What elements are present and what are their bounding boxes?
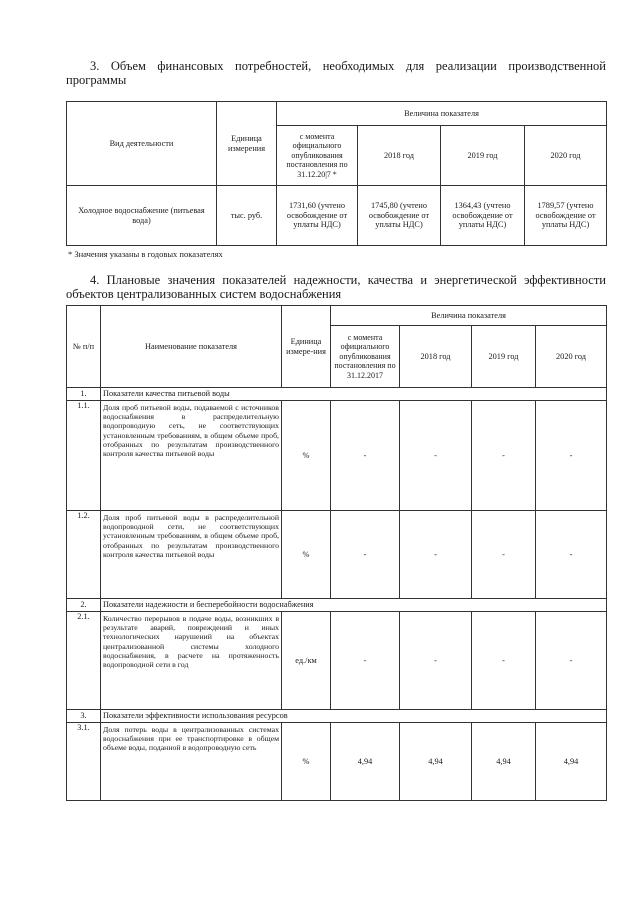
group-row [67,599,607,612]
row-num: 1.1. [67,401,101,511]
col-from-pub-header: с момента официального опубликования постановления по 31.12.20|7 * [277,126,358,186]
col-unit-header: Единица измерения [217,102,277,186]
unit-cell: тыс. руб. [217,186,277,246]
value-2018-cell: 1745,80 (учтено освобождение от уплаты НДС) [358,186,441,246]
col-name-header: Наименование показателя [101,306,282,388]
unit-cell: % [282,511,331,599]
row-num: 2. [67,599,101,612]
unit-cell: % [282,401,331,511]
financial-needs-table [66,101,607,246]
col-activity-header: Вид деятельности [67,102,217,186]
activity-cell: Холодное водоснабжение (питьевая вода) [67,186,217,246]
section3-title: 3. Объем финансовых потребностей, необходимых для реализации производственной программы [66,59,606,87]
from-pub-cell: 1731,60 (учтено освобождение от уплаты НДС) [277,186,358,246]
col-2019-header: 2019 год [441,126,525,186]
row-num: 3. [67,710,101,723]
value-2020-cell: - [536,612,607,710]
table-row [67,612,607,710]
indicator-name: Количество перерывов в подаче воды, возникших в результате аварий, повреждений и иных технологических нарушений на объектах централизованной системы холодного водоснабжения, в расчете на протяженность водопроводной сети в год [101,612,282,710]
col-2020-header: 2020 год [536,326,607,388]
value-2019-cell: 1364,43 (учтено освобождение от уплаты НДС) [441,186,525,246]
col-value-group-header: Величина показателя [277,102,607,126]
row-num: 1.2. [67,511,101,599]
value-2019-cell: - [472,401,536,511]
value-2018-cell: - [400,612,472,710]
table-row [67,186,607,246]
col-num-header: № п/п [67,306,101,388]
value-2020-cell: 4,94 [536,723,607,801]
group-row [67,710,607,723]
row-num: 2.1. [67,612,101,710]
group-title: Показатели качества питьевой воды [101,388,607,401]
value-2020-cell: - [536,511,607,599]
col-2020-header: 2020 год [525,126,607,186]
table-row [67,511,607,599]
group-title: Показатели эффективности использования ресурсов [101,710,607,723]
unit-cell: ед./км [282,612,331,710]
row-num: 1. [67,388,101,401]
value-from-pub-cell: - [331,401,400,511]
group-title: Показатели надежности и бесперебойности водоснабжения [101,599,607,612]
unit-cell: % [282,723,331,801]
indicator-name: Доля потерь воды в централизованных системах водоснабжения при ее транспортировке в общем объеме воды, поданной в водопроводную сеть [101,723,282,801]
indicators-table [66,305,607,801]
value-2018-cell: 4,94 [400,723,472,801]
value-from-pub-cell: 4,94 [331,723,400,801]
table-row [67,401,607,511]
value-2019-cell: - [472,612,536,710]
section4-title: 4. Плановые значения показателей надежности, качества и энергетической эффективности объектов централизованных систем водоснабжения [66,273,606,301]
value-from-pub-cell: - [331,612,400,710]
col-unit-header: Единица измере-ния [282,306,331,388]
col-2018-header: 2018 год [400,326,472,388]
row-num: 3.1. [67,723,101,801]
value-2018-cell: - [400,401,472,511]
group-row [67,388,607,401]
value-2019-cell: 4,94 [472,723,536,801]
col-from-pub-header: с момента официального опубликования постановления по 31.12.2017 [331,326,400,388]
value-from-pub-cell: - [331,511,400,599]
value-2018-cell: - [400,511,472,599]
col-value-group-header: Величина показателя [331,306,607,326]
col-2019-header: 2019 год [472,326,536,388]
indicator-name: Доля проб питьевой воды, подаваемой с источников водоснабжения в распределительную водопроводную сеть, не соответствующих установленным требованиям, в общем объеме проб, отобранных по результатам производственного контроля качества питьевой воды [101,401,282,511]
value-2020-cell: 1789,57 (учтено освобождение от уплаты НДС) [525,186,607,246]
value-2020-cell: - [536,401,607,511]
value-2019-cell: - [472,511,536,599]
indicator-name: Доля проб питьевой воды в распределительной водопроводной сети, не соответствующих установленным требованиям, в общем объеме проб, отобранных по результатам производственного контроля качества питьевой воды [101,511,282,599]
table-row [67,723,607,801]
footnote: * Значения указаны в годовых показателях [68,249,223,259]
col-2018-header: 2018 год [358,126,441,186]
